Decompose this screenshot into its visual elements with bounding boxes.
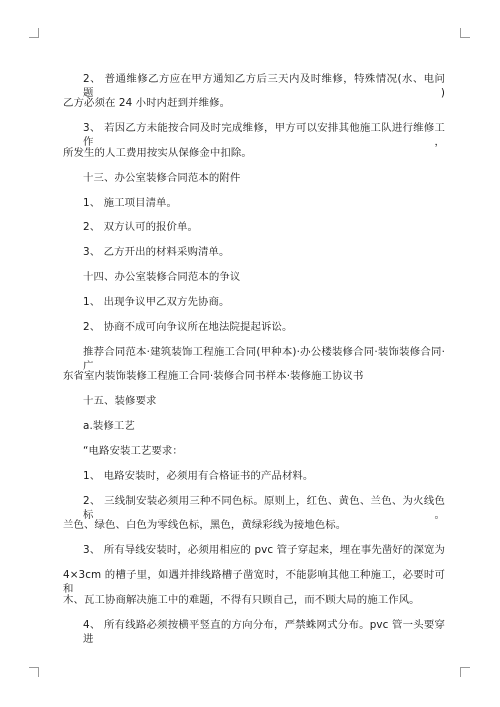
paragraph-line: 3、 若因乙方未能按合同及时完成维修，甲方可以安排其他施工队进行维修工作， xyxy=(83,122,445,148)
list-item: 2、 双方认可的报价单。 xyxy=(83,221,199,233)
list-item: 1、 电路安装时，必须用有合格证书的产品材料。 xyxy=(83,470,314,482)
section-heading: 十四、办公室装修合同范本的争议 xyxy=(83,271,241,283)
recommended-templates-line: 推荐合同范本·建筑装饰工程施工合同(甲种本)·办公楼装修合同·装饰装修合同·广 xyxy=(83,346,445,372)
paragraph-line: 2、 三线制安装必须用三种不同色标。原则上，红色、黄色、兰色、为火线色标。 xyxy=(83,495,445,521)
list-item: 1、 施工项目清单。 xyxy=(83,197,178,209)
list-item: 3、 乙方开出的材料采购清单。 xyxy=(83,246,230,258)
paragraph-line: 所发生的人工费用按实从保修金中扣除。 xyxy=(63,147,252,159)
paragraph-line: 4×3cm 的槽子里，如遇并排线路槽子凿宽时，不能影响其他工种施工，必要时可和 xyxy=(63,569,445,595)
subsection-heading: a.装修工艺 xyxy=(83,420,135,432)
list-item: 1、 出现争议甲乙双方先协商。 xyxy=(83,296,230,308)
section-heading: 十三、办公室装修合同范本的附件 xyxy=(83,172,241,184)
subsection-heading: “电路安装工艺要求： xyxy=(83,445,183,457)
recommended-templates-line: 东省室内装饰装修工程施工合同·装修合同书样本·装修施工协议书 xyxy=(63,370,364,382)
list-item: 2、 协商不成可向争议所在地法院提起诉讼。 xyxy=(83,321,293,333)
paragraph-line: 2、 普通维修乙方应在甲方通知乙方后三天内及时维修，特殊情况(水、电问题) xyxy=(83,73,445,99)
paragraph-line: 4、 所有线路必须按横平竖直的方向分布，严禁蛛网式分布。pvc 管一头要穿进 xyxy=(83,619,445,645)
paragraph-line: 木、瓦工协商解决施工中的难题，不得有只顾自己，而不顾大局的施工作风。 xyxy=(63,594,420,606)
page-corner-mark-top-right xyxy=(460,28,470,38)
page-corner-mark-bottom-right xyxy=(460,667,470,677)
page-corner-mark-bottom-left xyxy=(29,667,39,677)
paragraph-line: 乙方必须在 24 小时内赶到并维修。 xyxy=(63,97,231,109)
paragraph-line: 3、 所有导线安装时，必须用相应的 pvc 管子穿起来，埋在事先凿好的深宽为 xyxy=(83,544,445,556)
page-corner-mark-top-left xyxy=(29,28,39,38)
section-heading: 十五、装修要求 xyxy=(83,395,157,407)
paragraph-line: 兰色、绿色、白色为零线色标，黑色，黄绿彩线为接地色标。 xyxy=(63,519,347,531)
